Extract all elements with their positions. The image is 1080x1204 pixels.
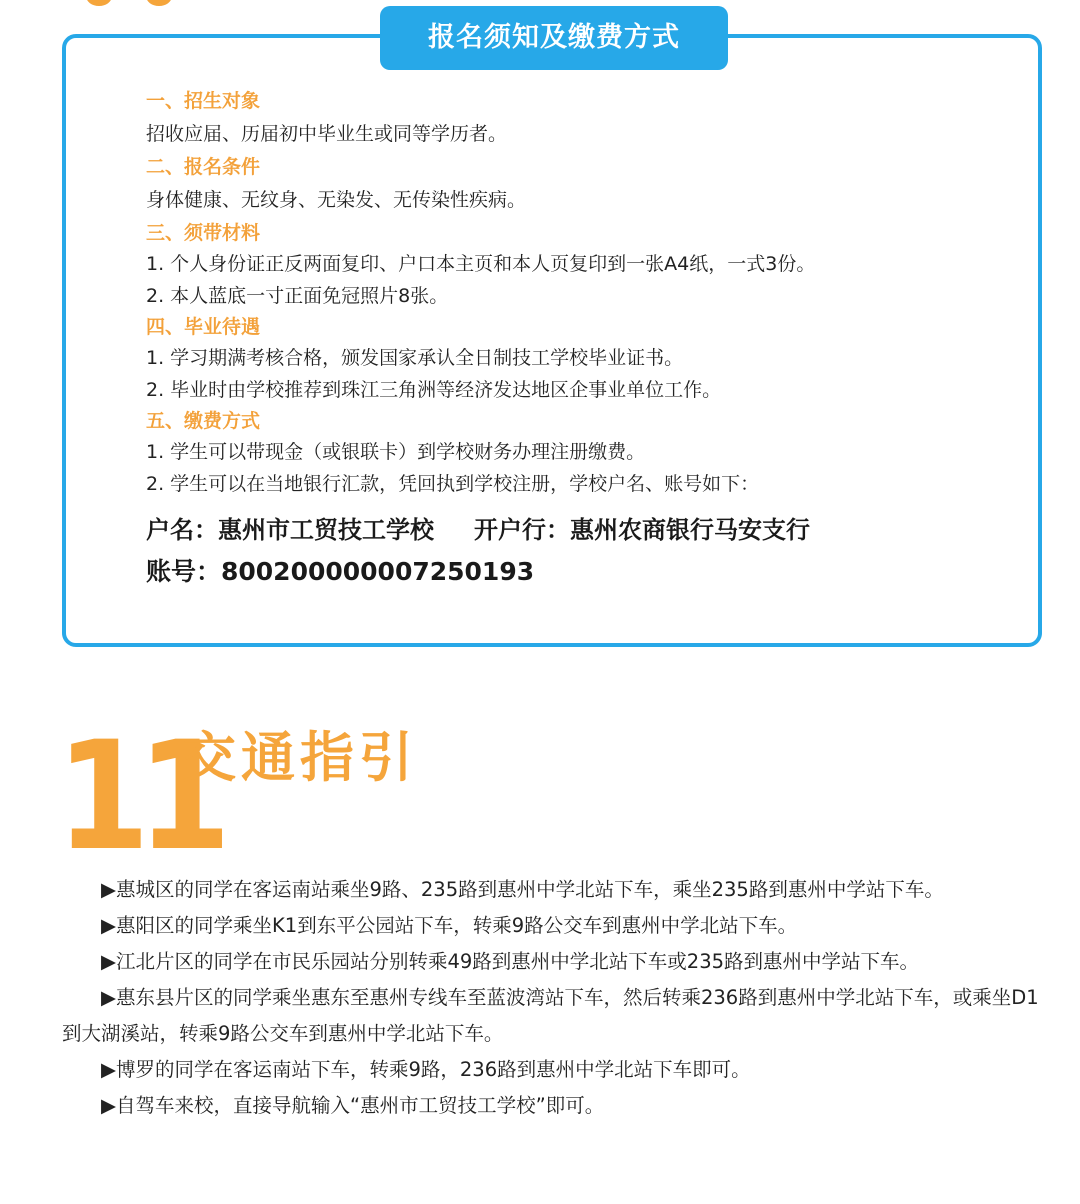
account-row [146,510,1026,550]
section-title-enrollment-target: 一、招生对象 [146,90,261,112]
traffic-paragraph: ▶惠城区的同学在客运南站乘坐9路、235路到惠州中学北站下车，乘坐235路到惠州中学站下车。 [101,878,944,901]
section-line: 2. 学生可以在当地银行汇款，凭回执到学校注册，学校户名、账号如下： [146,473,760,495]
bank-name: 开户行：惠州农商银行马安支行 [474,516,810,544]
section-title-payment: 五、缴费方式 [146,410,261,432]
traffic-content [62,872,1052,1124]
traffic-paragraph: ▶自驾车来校，直接导航输入“惠州市工贸技工学校”即可。 [101,1094,605,1117]
traffic-paragraph: ▶江北片区的同学在市民乐园站分别转乘49路到惠州中学北站下车或235路到惠州中学站下车。 [101,950,920,973]
traffic-title: 交通指引 [182,726,418,789]
section-line: 2. 本人蓝底一寸正面免冠照片8张。 [146,285,449,307]
notice-header: 报名须知及缴费方式 [380,6,728,70]
account-number: 账号：800200000007250193 [146,557,535,586]
section-title-graduation: 四、毕业待遇 [146,316,261,338]
section-number: 11 [56,710,219,884]
section-title-materials: 三、须带材料 [146,222,261,244]
section-line: 1. 个人身份证正反两面复印、户口本主页和本人页复印到一张A4纸，一式3份。 [146,253,816,275]
top-decoration-left [86,0,112,6]
section-line: 1. 学生可以带现金（或银联卡）到学校财务办理注册缴费。 [146,441,646,463]
traffic-paragraph: ▶惠阳区的同学乘坐K1到东平公园站下车，转乘9路公交车到惠州中学北站下车。 [101,914,798,937]
traffic-paragraph: ▶博罗的同学在客运南站下车，转乘9路，236路到惠州中学北站下车即可。 [101,1058,751,1081]
section-line: 2. 毕业时由学校推荐到珠江三角洲等经济发达地区企事业单位工作。 [146,379,722,401]
section-line: 1. 学习期满考核合格，颁发国家承认全日制技工学校毕业证书。 [146,347,684,369]
section-line: 招收应届、历届初中毕业生或同等学历者。 [146,123,508,145]
notice-content [146,86,1026,592]
account-name: 户名：惠州市工贸技工学校 [146,516,434,544]
top-decoration-right [146,0,172,6]
section-line: 身体健康、无纹身、无染发、无传染性疾病。 [146,189,527,211]
traffic-paragraph: ▶惠东县片区的同学乘坐惠东至惠州专线车至蓝波湾站下车，然后转乘236路到惠州中学北站下车，或乘坐D1到大湖溪站，转乘9路公交车到惠州中学北站下车。 [62,986,1039,1045]
section-title-requirements: 二、报名条件 [146,156,261,178]
